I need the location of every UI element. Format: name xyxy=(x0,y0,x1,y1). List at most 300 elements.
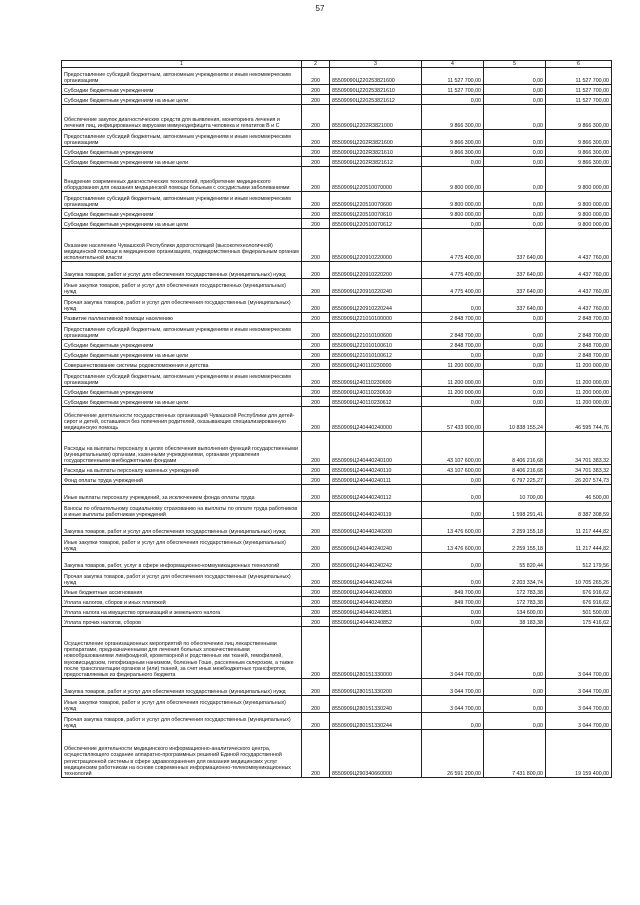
table-row xyxy=(62,95,612,105)
remaining-amount-cell: 3 044 700,00 xyxy=(546,713,612,730)
approved-amount-cell: 2 848 700,00 xyxy=(422,340,484,350)
table-row xyxy=(62,570,612,587)
remaining-amount-cell: 175 416,62 xyxy=(546,617,612,627)
remaining-amount-cell: 11 217 444,82 xyxy=(546,536,612,553)
line-code-cell: 200 xyxy=(302,370,330,387)
row-name-cell: Уплата налогов, сборов и иных платежей xyxy=(62,597,302,607)
table-row xyxy=(62,370,612,387)
executed-amount-cell: 38 183,38 xyxy=(484,617,546,627)
table-row xyxy=(62,519,612,536)
row-name-cell: Закупка товаров, работ и услуг для обеспечения государственных (муниципальных) нужд xyxy=(62,679,302,696)
remaining-amount-cell: 3 044 700,00 xyxy=(546,696,612,713)
table-row xyxy=(62,387,612,397)
row-name-cell: Прочая закупка товаров, работ и услуг для обеспечения государственных (муниципальных) нужд xyxy=(62,570,302,587)
column-header: 1 xyxy=(62,61,302,68)
budget-code-cell: 8550909Ц280151330240 xyxy=(330,696,422,713)
table-row xyxy=(62,617,612,627)
remaining-amount-cell: 2 848 700,00 xyxy=(546,340,612,350)
executed-amount-cell: 337 640,00 xyxy=(484,262,546,279)
row-name-cell: Предоставление субсидий бюджетным, автономным учреждениям и иным некоммерческим организациям xyxy=(62,370,302,387)
line-code-cell: 200 xyxy=(302,465,330,475)
table-row xyxy=(62,730,612,778)
row-name-cell: Внедрение современных диагностических технологий, приобретение медицинского оборудования для оказания медицинской помощи больным с сосудистыми заболеваниями xyxy=(62,167,302,192)
row-name-cell: Прочая закупка товаров, работ и услуг для обеспечения государственных (муниципальных) нужд xyxy=(62,713,302,730)
line-code-cell: 200 xyxy=(302,407,330,432)
approved-amount-cell: 0,00 xyxy=(422,617,484,627)
approved-amount-cell: 9 800 000,00 xyxy=(422,209,484,219)
table-row xyxy=(62,296,612,313)
budget-code-cell: 8550909Ц240440240100 xyxy=(330,432,422,465)
line-code-cell: 200 xyxy=(302,296,330,313)
budget-code-cell: 8550909Ц220910220200 xyxy=(330,262,422,279)
approved-amount-cell: 4 775 400,00 xyxy=(422,262,484,279)
page-number: 57 xyxy=(315,4,325,13)
row-name-cell: Субсидии бюджетным учреждениям на иные цели xyxy=(62,219,302,229)
remaining-amount-cell: 11 527 700,00 xyxy=(546,85,612,95)
row-name-cell: Расходы на выплаты персоналу казенных учреждений xyxy=(62,465,302,475)
line-code-cell: 200 xyxy=(302,85,330,95)
row-name-cell: Иные закупки товаров, работ и услуг для обеспечения государственных (муниципальных) нужд xyxy=(62,536,302,553)
row-name-cell: Иные выплаты персоналу учреждений, за исключением фонда оплаты труда xyxy=(62,485,302,502)
remaining-amount-cell: 46 500,00 xyxy=(546,485,612,502)
executed-amount-cell: 0,00 xyxy=(484,209,546,219)
budget-code-cell: 85509090Ц220253821612 xyxy=(330,95,422,105)
executed-amount-cell: 0,00 xyxy=(484,68,546,85)
approved-amount-cell: 9 866 300,00 xyxy=(422,105,484,130)
remaining-amount-cell: 676 916,62 xyxy=(546,597,612,607)
row-name-cell: Расходы на выплаты персоналу в целях обеспечения выполнения функций государственными (муниципальными) органами, казенными учреждениями, органами управления государственными внебюджетными фондами xyxy=(62,432,302,465)
budget-code-cell: 8550909Ц240440240244 xyxy=(330,570,422,587)
row-name-cell: Субсидии бюджетным учреждениям xyxy=(62,209,302,219)
budget-code-cell: 8550909Ц240110230000 xyxy=(330,360,422,370)
remaining-amount-cell: 9 866 300,00 xyxy=(546,157,612,167)
table-row xyxy=(62,679,612,696)
budget-code-cell: 8550909Ц2202R3821600 xyxy=(330,130,422,147)
executed-amount-cell: 55 820,44 xyxy=(484,553,546,570)
table-row xyxy=(62,407,612,432)
table-row xyxy=(62,475,612,485)
budget-code-cell: 8550909Ц280151330000 xyxy=(330,627,422,679)
remaining-amount-cell: 4 437 760,00 xyxy=(546,296,612,313)
line-code-cell: 200 xyxy=(302,95,330,105)
budget-code-cell: 8550909Ц220510070000 xyxy=(330,167,422,192)
remaining-amount-cell: 11 217 444,82 xyxy=(546,519,612,536)
executed-amount-cell: 0,00 xyxy=(484,313,546,323)
approved-amount-cell: 0,00 xyxy=(422,607,484,617)
table-row xyxy=(62,68,612,85)
line-code-cell: 200 xyxy=(302,323,330,340)
approved-amount-cell: 2 848 700,00 xyxy=(422,323,484,340)
table-row xyxy=(62,323,612,340)
row-name-cell: Обеспечение деятельности медицинского информационно-аналитического центра, осуществляющего создание аппаратно-программных решений Единой государственной регистрационной системы в сфере здравоохранения для оказания медицинских услуг медицинским работникам на основе современных информационно-телекоммуникационных технологий xyxy=(62,730,302,778)
budget-table xyxy=(61,60,612,778)
table-row xyxy=(62,432,612,465)
executed-amount-cell: 172 783,38 xyxy=(484,597,546,607)
table-row xyxy=(62,485,612,502)
approved-amount-cell: 849 700,00 xyxy=(422,597,484,607)
table-row xyxy=(62,627,612,679)
remaining-amount-cell: 46 595 744,76 xyxy=(546,407,612,432)
row-name-cell: Субсидии бюджетным учреждениям xyxy=(62,85,302,95)
budget-code-cell: 8550909Ц240440240200 xyxy=(330,519,422,536)
remaining-amount-cell: 4 437 760,00 xyxy=(546,279,612,296)
executed-amount-cell: 10 700,00 xyxy=(484,485,546,502)
executed-amount-cell: 0,00 xyxy=(484,130,546,147)
approved-amount-cell: 0,00 xyxy=(422,713,484,730)
executed-amount-cell: 8 406 216,68 xyxy=(484,465,546,475)
remaining-amount-cell: 11 200 000,00 xyxy=(546,360,612,370)
budget-code-cell: 8550909Ц220910220000 xyxy=(330,229,422,262)
approved-amount-cell: 11 200 000,00 xyxy=(422,370,484,387)
executed-amount-cell: 2 259 155,18 xyxy=(484,519,546,536)
executed-amount-cell: 0,00 xyxy=(484,192,546,209)
table-row xyxy=(62,262,612,279)
approved-amount-cell: 0,00 xyxy=(422,485,484,502)
remaining-amount-cell: 9 800 000,00 xyxy=(546,219,612,229)
table-row xyxy=(62,597,612,607)
line-code-cell: 200 xyxy=(302,485,330,502)
table-row xyxy=(62,536,612,553)
row-name-cell: Обеспечение закупок диагностических средств для выявления, мониторинга лечения и лечения лиц, инфицированных вирусами иммунодефицита человека и гепатитов В и С xyxy=(62,105,302,130)
executed-amount-cell: 0,00 xyxy=(484,105,546,130)
approved-amount-cell: 9 866 300,00 xyxy=(422,130,484,147)
budget-code-cell: 8550909Ц240440240851 xyxy=(330,607,422,617)
approved-amount-cell: 11 200 000,00 xyxy=(422,387,484,397)
table-row xyxy=(62,130,612,147)
line-code-cell: 200 xyxy=(302,105,330,130)
executed-amount-cell: 337 640,00 xyxy=(484,229,546,262)
approved-amount-cell: 3 044 700,00 xyxy=(422,679,484,696)
budget-code-cell: 8550909Ц240440240800 xyxy=(330,587,422,597)
column-header: 2 xyxy=(302,61,330,68)
executed-amount-cell: 1 598 291,41 xyxy=(484,502,546,519)
budget-code-cell: 8550909Ц240440240852 xyxy=(330,617,422,627)
table-row xyxy=(62,696,612,713)
row-name-cell: Закупка товаров, работ и услуг для обеспечения государственных (муниципальных) нужд xyxy=(62,519,302,536)
executed-amount-cell: 8 406 216,68 xyxy=(484,432,546,465)
row-name-cell: Обеспечение деятельности государственных организаций Чувашской Республики для детей-сирот и детей, оставшихся без попечения родителей, оказывающих специализированную медицинскую помощь xyxy=(62,407,302,432)
table-row xyxy=(62,85,612,95)
executed-amount-cell: 172 783,38 xyxy=(484,587,546,597)
budget-code-cell: 8550909Ц290340660000 xyxy=(330,730,422,778)
row-name-cell: Субсидии бюджетным учреждениям на иные цели xyxy=(62,95,302,105)
remaining-amount-cell: 11 200 000,00 xyxy=(546,370,612,387)
approved-amount-cell: 43 107 600,00 xyxy=(422,432,484,465)
approved-amount-cell: 13 476 600,00 xyxy=(422,536,484,553)
budget-code-cell: 8550909Ц2202R3821610 xyxy=(330,147,422,157)
remaining-amount-cell: 4 437 760,00 xyxy=(546,229,612,262)
budget-code-cell: 8550909Ц2202R3821000 xyxy=(330,105,422,130)
table-row xyxy=(62,219,612,229)
column-header: 5 xyxy=(484,61,546,68)
approved-amount-cell: 0,00 xyxy=(422,219,484,229)
remaining-amount-cell: 9 800 000,00 xyxy=(546,209,612,219)
table-row xyxy=(62,229,612,262)
executed-amount-cell: 0,00 xyxy=(484,360,546,370)
budget-code-cell: 8550909Ц240440240111 xyxy=(330,475,422,485)
budget-code-cell: 8550909Ц221010100000 xyxy=(330,313,422,323)
remaining-amount-cell: 34 701 383,32 xyxy=(546,432,612,465)
budget-code-cell: 8550909Ц240440240119 xyxy=(330,502,422,519)
executed-amount-cell: 0,00 xyxy=(484,147,546,157)
row-name-cell: Прочая закупка товаров, работ и услуг для обеспечения государственных (муниципальных) нужд xyxy=(62,296,302,313)
row-name-cell: Иные закупки товаров, работ и услуг для обеспечения государственных (муниципальных) нужд xyxy=(62,279,302,296)
budget-code-cell: 8550909Ц240440240000 xyxy=(330,407,422,432)
budget-code-cell: 8550909Ц280151330244 xyxy=(330,713,422,730)
row-name-cell: Совершенствование системы родовспоможения и детства xyxy=(62,360,302,370)
line-code-cell: 200 xyxy=(302,313,330,323)
table-row xyxy=(62,587,612,597)
line-code-cell: 200 xyxy=(302,627,330,679)
executed-amount-cell: 7 431 800,00 xyxy=(484,730,546,778)
budget-code-cell: 8550909Ц221010100612 xyxy=(330,350,422,360)
row-name-cell: Иные бюджетные ассигнования xyxy=(62,587,302,597)
row-name-cell: Предоставление субсидий бюджетным, автономным учреждениям и иным некоммерческим организациям xyxy=(62,192,302,209)
row-name-cell: Фонд оплаты труда учреждений xyxy=(62,475,302,485)
line-code-cell: 200 xyxy=(302,617,330,627)
remaining-amount-cell: 3 044 700,00 xyxy=(546,679,612,696)
executed-amount-cell: 0,00 xyxy=(484,627,546,679)
line-code-cell: 200 xyxy=(302,536,330,553)
approved-amount-cell: 3 044 700,00 xyxy=(422,627,484,679)
executed-amount-cell: 0,00 xyxy=(484,397,546,407)
budget-code-cell: 8550909Ц240440240112 xyxy=(330,485,422,502)
row-name-cell: Субсидии бюджетным учреждениям xyxy=(62,340,302,350)
line-code-cell: 200 xyxy=(302,679,330,696)
executed-amount-cell: 0,00 xyxy=(484,167,546,192)
remaining-amount-cell: 26 207 574,73 xyxy=(546,475,612,485)
row-name-cell: Развитие паллиативной помощи населению xyxy=(62,313,302,323)
approved-amount-cell: 9 800 000,00 xyxy=(422,192,484,209)
row-name-cell: Предоставление субсидий бюджетным, автономным учреждениям и иным некоммерческим организациям xyxy=(62,68,302,85)
approved-amount-cell: 0,00 xyxy=(422,157,484,167)
row-name-cell: Субсидии бюджетным учреждениям на иные цели xyxy=(62,397,302,407)
budget-code-cell: 8550909Ц221010100600 xyxy=(330,323,422,340)
remaining-amount-cell: 9 800 000,00 xyxy=(546,192,612,209)
line-code-cell: 200 xyxy=(302,68,330,85)
table-row xyxy=(62,713,612,730)
line-code-cell: 200 xyxy=(302,475,330,485)
approved-amount-cell: 26 591 200,00 xyxy=(422,730,484,778)
line-code-cell: 200 xyxy=(302,607,330,617)
column-header: 3 xyxy=(330,61,422,68)
remaining-amount-cell: 11 200 000,00 xyxy=(546,387,612,397)
row-name-cell: Иные закупки товаров, работ и услуг для обеспечения государственных (муниципальных) нужд xyxy=(62,696,302,713)
budget-code-cell: 8550909Ц240110230600 xyxy=(330,370,422,387)
line-code-cell: 200 xyxy=(302,432,330,465)
table-row xyxy=(62,360,612,370)
line-code-cell: 200 xyxy=(302,229,330,262)
approved-amount-cell: 2 848 700,00 xyxy=(422,313,484,323)
table-row xyxy=(62,350,612,360)
approved-amount-cell: 9 866 300,00 xyxy=(422,147,484,157)
line-code-cell: 200 xyxy=(302,730,330,778)
row-name-cell: Оказание населению Чувашской Республики дорогостоящей (высокотехнологичной) медицинской помощи в медицинских организациях, подведомственных федеральным органам исполнительной власти xyxy=(62,229,302,262)
budget-code-cell: 8550909Ц240440240850 xyxy=(330,597,422,607)
approved-amount-cell: 849 700,00 xyxy=(422,587,484,597)
table-row xyxy=(62,465,612,475)
line-code-cell: 200 xyxy=(302,387,330,397)
row-name-cell: Предоставление субсидий бюджетным, автономным учреждениям и иным некоммерческим организациям xyxy=(62,130,302,147)
approved-amount-cell: 11 527 700,00 xyxy=(422,68,484,85)
budget-code-cell: 8550909Ц220510070600 xyxy=(330,192,422,209)
remaining-amount-cell: 34 701 383,32 xyxy=(546,465,612,475)
table-row xyxy=(62,105,612,130)
table-row xyxy=(62,313,612,323)
row-name-cell: Закупка товаров, работ и услуг для обеспечения государственных (муниципальных) нужд xyxy=(62,262,302,279)
row-name-cell: Предоставление субсидий бюджетным, автономным учреждениям и иным некоммерческим организациям xyxy=(62,323,302,340)
executed-amount-cell: 0,00 xyxy=(484,370,546,387)
remaining-amount-cell: 9 866 300,00 xyxy=(546,130,612,147)
line-code-cell: 200 xyxy=(302,597,330,607)
line-code-cell: 200 xyxy=(302,553,330,570)
approved-amount-cell: 0,00 xyxy=(422,350,484,360)
row-name-cell: Закупка товаров, работ, услуг в сфере информационно-коммуникационных технологий xyxy=(62,553,302,570)
budget-code-cell: 8550909Ц240110230610 xyxy=(330,387,422,397)
approved-amount-cell: 3 044 700,00 xyxy=(422,696,484,713)
remaining-amount-cell: 9 866 300,00 xyxy=(546,105,612,130)
remaining-amount-cell: 11 200 000,00 xyxy=(546,397,612,407)
budget-code-cell: 8550909Ц221010100610 xyxy=(330,340,422,350)
row-name-cell: Субсидии бюджетным учреждениям xyxy=(62,147,302,157)
line-code-cell: 200 xyxy=(302,167,330,192)
executed-amount-cell: 2 203 334,74 xyxy=(484,570,546,587)
line-code-cell: 200 xyxy=(302,157,330,167)
executed-amount-cell: 337 640,00 xyxy=(484,279,546,296)
line-code-cell: 200 xyxy=(302,570,330,587)
row-name-cell: Уплата налога на имущество организаций и земельного налога xyxy=(62,607,302,617)
remaining-amount-cell: 11 527 700,00 xyxy=(546,68,612,85)
line-code-cell: 200 xyxy=(302,209,330,219)
table-row xyxy=(62,157,612,167)
approved-amount-cell: 0,00 xyxy=(422,570,484,587)
remaining-amount-cell: 2 848 700,00 xyxy=(546,313,612,323)
budget-code-cell: 85509090Ц220253821600 xyxy=(330,68,422,85)
line-code-cell: 200 xyxy=(302,360,330,370)
executed-amount-cell: 134 600,00 xyxy=(484,607,546,617)
approved-amount-cell: 13 476 600,00 xyxy=(422,519,484,536)
approved-amount-cell: 0,00 xyxy=(422,502,484,519)
line-code-cell: 200 xyxy=(302,502,330,519)
executed-amount-cell: 10 838 155,24 xyxy=(484,407,546,432)
line-code-cell: 200 xyxy=(302,262,330,279)
line-code-cell: 200 xyxy=(302,350,330,360)
column-header: 6 xyxy=(546,61,612,68)
budget-code-cell: 8550909Ц220510070610 xyxy=(330,209,422,219)
remaining-amount-cell: 501 500,00 xyxy=(546,607,612,617)
line-code-cell: 200 xyxy=(302,192,330,209)
approved-amount-cell: 0,00 xyxy=(422,95,484,105)
executed-amount-cell: 0,00 xyxy=(484,696,546,713)
executed-amount-cell: 0,00 xyxy=(484,679,546,696)
table-row xyxy=(62,502,612,519)
row-name-cell: Уплата прочих налогов, сборов xyxy=(62,617,302,627)
table-row xyxy=(62,209,612,219)
budget-code-cell: 8550909Ц2202R3821612 xyxy=(330,157,422,167)
budget-code-cell: 8550909Ц240440240110 xyxy=(330,465,422,475)
table-row xyxy=(62,192,612,209)
executed-amount-cell: 0,00 xyxy=(484,713,546,730)
approved-amount-cell: 11 200 000,00 xyxy=(422,360,484,370)
line-code-cell: 200 xyxy=(302,340,330,350)
line-code-cell: 200 xyxy=(302,397,330,407)
line-code-cell: 200 xyxy=(302,147,330,157)
remaining-amount-cell: 11 527 700,00 xyxy=(546,95,612,105)
approved-amount-cell: 4 775 400,00 xyxy=(422,229,484,262)
line-code-cell: 200 xyxy=(302,130,330,147)
budget-code-cell: 8550909Ц220910220240 xyxy=(330,279,422,296)
line-code-cell: 200 xyxy=(302,279,330,296)
row-name-cell: Субсидии бюджетным учреждениям xyxy=(62,387,302,397)
budget-code-cell: 85509090Ц220253821610 xyxy=(330,85,422,95)
table-row xyxy=(62,607,612,617)
budget-code-cell: 8550909Ц220510070612 xyxy=(330,219,422,229)
approved-amount-cell: 43 107 600,00 xyxy=(422,465,484,475)
table-row xyxy=(62,147,612,157)
remaining-amount-cell: 9 866 300,00 xyxy=(546,147,612,157)
table-row xyxy=(62,553,612,570)
line-code-cell: 200 xyxy=(302,219,330,229)
executed-amount-cell: 0,00 xyxy=(484,219,546,229)
budget-code-cell: 8550909Ц220910220244 xyxy=(330,296,422,313)
executed-amount-cell: 0,00 xyxy=(484,157,546,167)
remaining-amount-cell: 8 387 308,59 xyxy=(546,502,612,519)
executed-amount-cell: 6 797 225,27 xyxy=(484,475,546,485)
approved-amount-cell: 57 433 900,00 xyxy=(422,407,484,432)
remaining-amount-cell: 512 179,56 xyxy=(546,553,612,570)
budget-code-cell: 8550909Ц240110230612 xyxy=(330,397,422,407)
line-code-cell: 200 xyxy=(302,713,330,730)
executed-amount-cell: 337 640,00 xyxy=(484,296,546,313)
executed-amount-cell: 0,00 xyxy=(484,350,546,360)
column-header: 4 xyxy=(422,61,484,68)
approved-amount-cell: 0,00 xyxy=(422,296,484,313)
remaining-amount-cell: 19 159 400,00 xyxy=(546,730,612,778)
line-code-cell: 200 xyxy=(302,519,330,536)
row-name-cell: Субсидии бюджетным учреждениям на иные цели xyxy=(62,350,302,360)
approved-amount-cell: 11 527 700,00 xyxy=(422,85,484,95)
approved-amount-cell: 0,00 xyxy=(422,397,484,407)
budget-code-cell: 8550909Ц240440240242 xyxy=(330,553,422,570)
approved-amount-cell: 9 800 000,00 xyxy=(422,167,484,192)
column-number-row xyxy=(62,61,612,68)
executed-amount-cell: 2 259 155,18 xyxy=(484,536,546,553)
table-row xyxy=(62,340,612,350)
executed-amount-cell: 0,00 xyxy=(484,387,546,397)
remaining-amount-cell: 9 800 000,00 xyxy=(546,167,612,192)
table-row xyxy=(62,167,612,192)
budget-code-cell: 8550909Ц240440240240 xyxy=(330,536,422,553)
line-code-cell: 200 xyxy=(302,587,330,597)
executed-amount-cell: 0,00 xyxy=(484,85,546,95)
remaining-amount-cell: 4 437 760,00 xyxy=(546,262,612,279)
line-code-cell: 200 xyxy=(302,696,330,713)
approved-amount-cell: 0,00 xyxy=(422,475,484,485)
approved-amount-cell: 4 775 400,00 xyxy=(422,279,484,296)
remaining-amount-cell: 2 848 700,00 xyxy=(546,350,612,360)
executed-amount-cell: 0,00 xyxy=(484,323,546,340)
row-name-cell: Взносы по обязательному социальному страхованию на выплаты по оплате труда работников и иные выплаты работникам учреждений xyxy=(62,502,302,519)
approved-amount-cell: 0,00 xyxy=(422,553,484,570)
remaining-amount-cell: 676 916,62 xyxy=(546,587,612,597)
table-row xyxy=(62,279,612,296)
budget-code-cell: 8550909Ц280151330200 xyxy=(330,679,422,696)
row-name-cell: Субсидии бюджетным учреждениям на иные цели xyxy=(62,157,302,167)
row-name-cell: Осуществление организационных мероприятий по обеспечению лиц лекарственными препаратами, предназначенными для лечения больных злокачественными новообразованиями лимфоидной, кроветворной и родственных им тканей, гемофилией, муковисцидозом, гипофизарным нанизмом, болезнью Гоше, рассеянным склерозом, а также после трансплантации органов и (или) тканей, за счет иных межбюджетных трансфертов, предоставляемых из федерального бюджета xyxy=(62,627,302,679)
table-row xyxy=(62,397,612,407)
executed-amount-cell: 0,00 xyxy=(484,340,546,350)
remaining-amount-cell: 10 705 265,26 xyxy=(546,570,612,587)
